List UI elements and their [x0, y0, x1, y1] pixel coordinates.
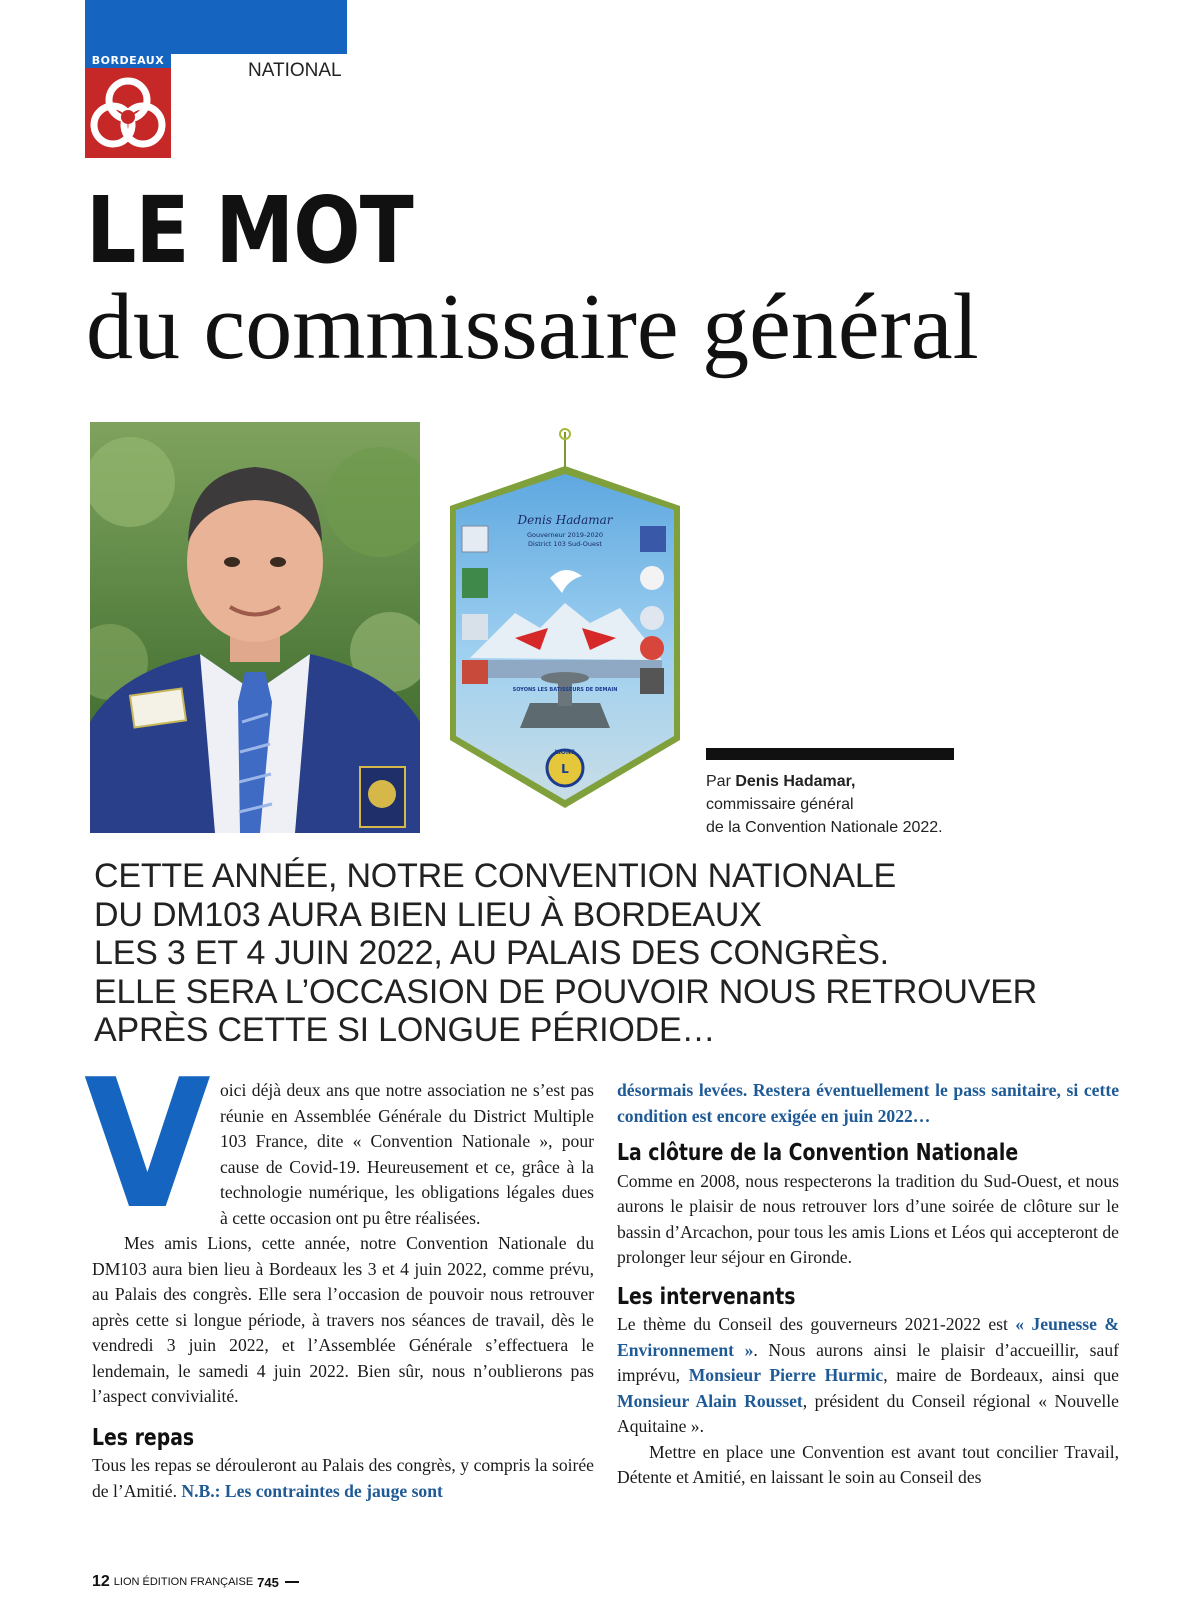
- speaker-name-1: Monsieur Pierre Hurmic: [688, 1365, 884, 1385]
- paragraph-intro: oici déjà deux ans que notre association ne s’est pas réunie en Assemblée Générale du District Multiple 103 France, dite « Convention Nationale », pour cause de Covid-19. Heureusement et ce, grâce à la technologie numérique, les obligations légales dues à cette occasion ont pu être réalisées.: [220, 1080, 594, 1228]
- page-subtitle: du commissaire général: [86, 275, 979, 379]
- header-color-band: [85, 0, 347, 54]
- heading-repas: Les repas: [92, 1424, 195, 1451]
- page-title: LE MOT: [86, 177, 413, 284]
- lede-line: APRÈS CETTE SI LONGUE PÉRIODE…: [94, 1011, 716, 1049]
- svg-text:L: L: [561, 762, 569, 776]
- lede-line: DU DM103 AURA BIEN LIEU À BORDEAUX: [94, 895, 762, 934]
- portrait-photo: [90, 422, 420, 833]
- drop-cap-letter: V: [84, 1041, 211, 1248]
- byline-rule: [706, 748, 954, 760]
- section-label: NATIONAL: [248, 60, 342, 81]
- theme-highlight: « Jeunesse & Environnement »: [617, 1314, 1119, 1360]
- pennant-line2: District 103 Sud-Ouest: [528, 540, 602, 548]
- article-column-right: [617, 1078, 1119, 1491]
- byline-author: Denis Hadamar,: [735, 773, 856, 790]
- text-span: , maire de Bordeaux, ainsi que: [883, 1365, 1119, 1385]
- pennant-line1: Gouverneur 2019-2020: [527, 531, 603, 539]
- heading-cloture: La clôture de la Convention Nationale: [617, 1140, 1019, 1166]
- paragraph-closing: Mettre en place une Convention est avant tout concilier Travail, Détente et Amitié, en laissant le soin au Conseil des: [617, 1441, 1119, 1487]
- page-footer: [92, 1573, 299, 1591]
- heading-intervenants: Les intervenants: [617, 1283, 796, 1310]
- byline-prefix: Par: [706, 773, 736, 790]
- text-span: , président du Conseil régional « Nouvelle Aquitaine ».: [617, 1390, 1119, 1436]
- lede-line: CETTE ANNÉE, NOTRE CONVENTION NATIONALE: [94, 857, 897, 895]
- page-number: 12: [92, 1573, 110, 1590]
- byline: [706, 770, 943, 839]
- paragraph-convention: Mes amis Lions, cette année, notre Convention Nationale du DM103 aura bien lieu à Bordeaux les 3 et 4 juin 2022, comme prévu, au Palais des congrès. Elle sera l’occasion de pouvoir nous retrouver après cette si longue période, à travers nos séances de travail, dès le vendredi 3 juin 2022, et l’Assemblée Générale s’effectuera le lendemain, le samedi 4 juin 2022. Bien sûr, nous n’oublierons pas l’aspect convivialité.: [92, 1233, 594, 1406]
- district-logo: [85, 54, 171, 158]
- speaker-name-2: Monsieur Alain Rousset: [617, 1390, 803, 1411]
- byline-detail: de la Convention Nationale 2022.: [706, 819, 943, 836]
- paragraph-repas-note-continued: désormais levées. Restera éventuellement le pass sanitaire, si cette condition est encore exigée en juin 2022…: [617, 1080, 1119, 1126]
- article-column-left: [84, 1041, 594, 1504]
- text-span: Le thème du Conseil des gouverneurs 2021-2022 est: [617, 1314, 1016, 1334]
- paragraph-intervenants: [617, 1312, 1119, 1440]
- article-lede: [94, 857, 1037, 1050]
- issue-number: 745: [257, 1574, 279, 1590]
- district-pennant-image: [440, 428, 690, 816]
- pennant-motto: SOYONS LES BATISSEURS DE DEMAIN: [512, 687, 618, 693]
- byline-role: commissaire général: [706, 796, 854, 813]
- footer-rule: [285, 1581, 299, 1583]
- publication-name: LION ÉDITION FRANÇAISE: [113, 1576, 254, 1588]
- triquetra-icon: [88, 72, 168, 154]
- drop-cap: [84, 1041, 211, 1248]
- lede-line: LES 3 ET 4 JUIN 2022, AU PALAIS DES CONGRÈS.: [94, 934, 889, 972]
- paragraph-cloture: Comme en 2008, nous respecterons la tradition du Sud-Ouest, et nous aurons le plaisir de nous retrouver lors d’une soirée de clôture sur le bassin d’Arcachon, pour tous les amis Lions et Léos qui accepteront de prolonger leur séjour en Gironde.: [617, 1170, 1119, 1267]
- pennant-badge: LIONS: [554, 749, 576, 756]
- paragraph-repas-note: N.B.: Les contraintes de jauge sont: [181, 1480, 443, 1501]
- lede-line: ELLE SERA L’OCCASION DE POUVOIR NOUS RETROUVER: [94, 972, 1038, 1011]
- pennant-name: Denis Hadamar: [517, 513, 613, 527]
- logo-label: BORDEAUX: [85, 54, 171, 68]
- text-span: . Nous aurons ainsi le plaisir d’accueillir, sauf imprévu,: [617, 1339, 1119, 1385]
- paragraph-repas-text: Tous les repas se dérouleront au Palais des congrès, y compris la soirée de l’Amitié.: [92, 1455, 594, 1501]
- paragraph-repas: [92, 1453, 594, 1504]
